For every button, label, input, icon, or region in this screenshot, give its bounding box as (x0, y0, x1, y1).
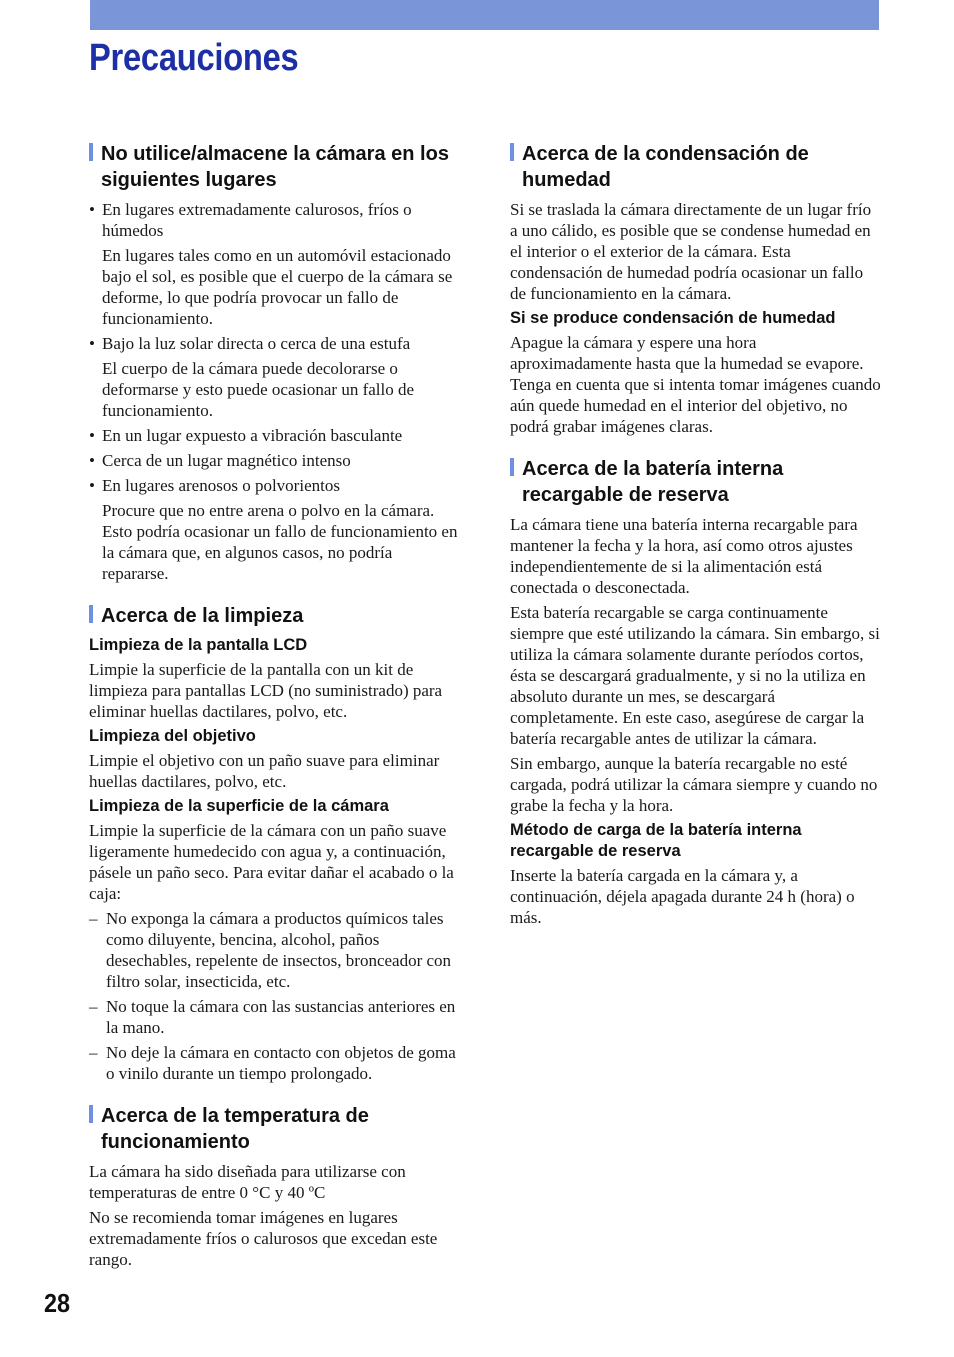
subheading-lens: Limpieza del objetivo (89, 727, 256, 745)
heading-bar-icon (89, 1105, 93, 1123)
list-item-text: En lugares extremadamente calurosos, fríos o húmedos (102, 200, 412, 240)
dash-icon: – (89, 1043, 98, 1062)
header-color-bar (90, 0, 879, 30)
page-number: 28 (44, 1288, 71, 1318)
list-item-text: En lugares arenosos o polvorientos (102, 476, 340, 495)
section-temperature (89, 1103, 461, 1270)
section-heading-text: Acerca de la limpieza (101, 605, 304, 627)
subheading-surface: Limpieza de la superficie de la cámara (89, 797, 389, 815)
section-heading (510, 141, 882, 193)
dash-icon: – (89, 997, 98, 1016)
list-item-text: Cerca de un lugar magnético intenso (102, 451, 351, 470)
list-item-text: En un lugar expuesto a vibración basculante (102, 426, 403, 445)
subheading-lcd: Limpieza de la pantalla LCD (89, 636, 308, 654)
right-column (510, 141, 882, 947)
list-item (89, 333, 461, 421)
dash-list-item-text: No exponga la cámara a productos químicos tales como diluyente, bencina, alcohol, paños desechables, repelente de insectos, bronceador con filtro solar, insecticida, etc. (106, 909, 452, 991)
paragraph: Limpie la superficie de la cámara con un paño suave ligeramente humedecido con agua y, a continuación, pásele un paño seco. Para evitar dañar el acabado o la caja: (89, 821, 454, 903)
list-item (89, 475, 461, 584)
list-item (89, 199, 461, 329)
dash-list-item (89, 996, 461, 1038)
subheading-condensation: Si se produce condensación de humedad (510, 309, 836, 327)
dash-list-item (89, 908, 461, 992)
section-heading (89, 1103, 461, 1155)
bullet-icon: • (89, 426, 95, 445)
bullet-icon: • (89, 200, 95, 219)
paragraph: Sin embargo, aunque la batería recargable no esté cargada, podrá utilizar la cámara siempre y cuando no grabe la fecha y la hora. (510, 754, 878, 815)
section-cleaning (89, 603, 461, 1084)
section-heading (89, 141, 461, 193)
paragraph: Limpie el objetivo con un paño suave para eliminar huellas dactilares, polvo, etc. (89, 751, 440, 791)
subheading-battery-charge: Método de carga de la batería interna recargable de reserva (510, 821, 802, 860)
list-item (89, 450, 461, 471)
section-heading-text: Acerca de la batería interna recargable de reserva (522, 458, 784, 506)
section-battery (510, 456, 882, 928)
bullet-icon: • (89, 334, 95, 353)
heading-bar-icon (510, 458, 514, 476)
left-column (89, 141, 461, 1289)
bullet-icon: • (89, 476, 95, 495)
section-heading-text: Acerca de la condensación de humedad (522, 143, 809, 191)
paragraph: Inserte la batería cargada en la cámara y, a continuación, déjela apagada durante 24 h (hora) o más. (510, 866, 855, 927)
section-storage (89, 141, 461, 584)
section-heading (510, 456, 882, 508)
dash-list-item-text: No deje la cámara en contacto con objetos de goma o vinilo durante un tiempo prolongado. (106, 1043, 456, 1083)
list-item-detail: Procure que no entre arena o polvo en la cámara. Esto podría ocasionar un fallo de funcionamiento en la cámara que, en algunos casos, no podría repararse. (102, 501, 458, 583)
heading-bar-icon (510, 143, 514, 161)
list-item-detail: El cuerpo de la cámara puede decolorarse o deformarse y esto puede ocasionar un fallo de funcionamiento. (102, 359, 415, 420)
paragraph: Esta batería recargable se carga continuamente siempre que esté utilizando la cámara. Sin embargo, si utiliza la cámara solamente durante períodos cortos, ésta se descargará gradualmente, y si no la utiliza en absoluto durante un mes, se descargará completamente. En este caso, asegúrese de cargar la batería recargable antes de utilizar la cámara. (510, 603, 880, 748)
heading-bar-icon (89, 605, 93, 623)
paragraph: La cámara ha sido diseñada para utilizarse con temperaturas de entre 0 °C y 40 ºC (89, 1162, 406, 1202)
paragraph: No se recomienda tomar imágenes en lugares extremadamente fríos o calurosos que excedan este rango. (89, 1208, 438, 1269)
paragraph: Si se traslada la cámara directamente de un lugar frío a uno cálido, es posible que se condense humedad en el interior o el exterior de la cámara. Esta condensación de humedad podría ocasionar un fallo de funcionamiento en la cámara. (510, 200, 872, 303)
list-item-text: Bajo la luz solar directa o cerca de una estufa (102, 334, 411, 353)
dash-list-item-text: No toque la cámara con las sustancias anteriores en la mano. (106, 997, 456, 1037)
section-heading-text: No utilice/almacene la cámara en los siguientes lugares (101, 143, 449, 191)
paragraph: La cámara tiene una batería interna recargable para mantener la fecha y la hora, así como otros ajustes independientemente de si la alimentación está conectada o desconectada. (510, 515, 858, 597)
paragraph: Apague la cámara y espere una hora aproximadamente hasta que la humedad se evapore. Tenga en cuenta que si intenta tomar imágenes cuando aún quede humedad en el interior del objetivo, no podrá grabar imágenes claras. (510, 333, 881, 436)
heading-bar-icon (89, 143, 93, 161)
list-item (89, 425, 461, 446)
list-item-detail: En lugares tales como en un automóvil estacionado bajo el sol, es posible que el cuerpo de la cámara se deforme, lo que podría provocar un fallo de funcionamiento. (102, 246, 453, 328)
paragraph: Limpie la superficie de la pantalla con un kit de limpieza para pantallas LCD (no suministrado) para eliminar huellas dactilares, polvo, etc. (89, 660, 443, 721)
section-condensation (510, 141, 882, 437)
bullet-icon: • (89, 451, 95, 470)
section-heading (89, 603, 461, 629)
dash-list-item (89, 1042, 461, 1084)
section-heading-text: Acerca de la temperatura de funcionamiento (101, 1105, 369, 1153)
page-title: Precauciones (89, 37, 299, 79)
dash-icon: – (89, 909, 98, 928)
